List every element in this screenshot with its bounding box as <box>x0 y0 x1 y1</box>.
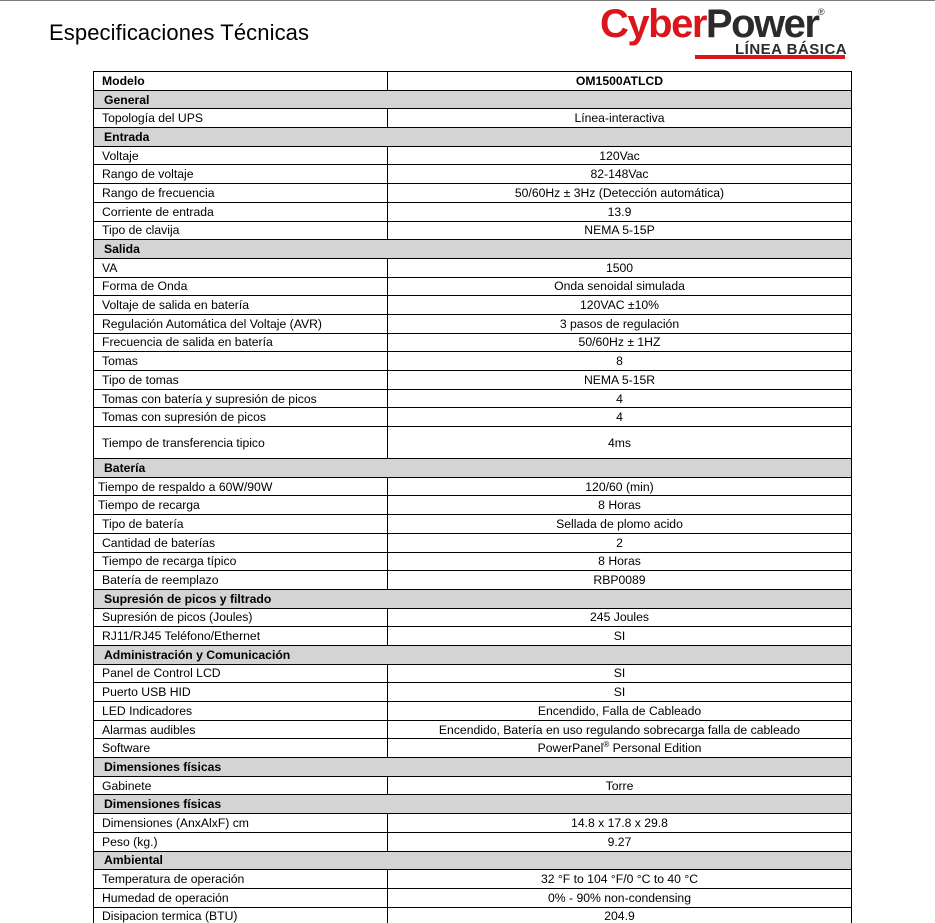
spec-value: 3 pasos de regulación <box>388 314 852 333</box>
section-title: Batería <box>94 459 852 478</box>
table-row <box>94 907 852 923</box>
logo-brand-power: Power <box>705 2 819 46</box>
spec-label: Forma de Onda <box>94 277 388 296</box>
table-row <box>94 720 852 739</box>
spec-label: Frecuencia de salida en batería <box>94 333 388 352</box>
spec-value: 13.9 <box>388 202 852 221</box>
spec-value: 4 <box>388 408 852 427</box>
section-header-bateria <box>94 459 852 478</box>
spec-label: Software <box>94 739 388 758</box>
spec-label: VA <box>94 258 388 277</box>
spec-label: RJ11/RJ45 Teléfono/Ethernet <box>94 627 388 646</box>
header-label: Modelo <box>94 72 388 91</box>
section-title: Supresión de picos y filtrado <box>94 589 852 608</box>
spec-value: 82-148Vac <box>388 165 852 184</box>
spec-label: Tomas con supresión de picos <box>94 408 388 427</box>
spec-value: 50/60Hz ± 3Hz (Detección automática) <box>388 184 852 203</box>
table-row <box>94 870 852 889</box>
spec-label: Tiempo de respaldo a 60W/90W <box>94 477 388 496</box>
spec-label: Tipo de batería <box>94 515 388 534</box>
spec-label: Gabinete <box>94 776 388 795</box>
spec-value: 4 <box>388 389 852 408</box>
spec-value: 9.27 <box>388 832 852 851</box>
spec-label: Rango de voltaje <box>94 165 388 184</box>
table-row <box>94 277 852 296</box>
section-title: General <box>94 90 852 109</box>
spec-label: Tipo de clavija <box>94 221 388 240</box>
table-row <box>94 333 852 352</box>
table-row <box>94 664 852 683</box>
spec-value: 204.9 <box>388 907 852 923</box>
spec-label: Dimensiones (AnxAlxF) cm <box>94 814 388 833</box>
spec-value: 120Vac <box>388 146 852 165</box>
spec-value: 8 Horas <box>388 496 852 515</box>
logo-brand-cyber: Cyber <box>600 2 706 46</box>
spec-label: Tomas <box>94 352 388 371</box>
table-row <box>94 165 852 184</box>
spec-label: LED Indicadores <box>94 702 388 721</box>
table-row <box>94 571 852 590</box>
section-title: Ambiental <box>94 851 852 870</box>
spec-label: Voltaje de salida en batería <box>94 296 388 315</box>
spec-value: 2 <box>388 533 852 552</box>
table-row <box>94 814 852 833</box>
table-row <box>94 408 852 427</box>
spec-value: Línea-interactiva <box>388 109 852 128</box>
table-row <box>94 702 852 721</box>
header-model: OM1500ATLCD <box>388 72 852 91</box>
table-row <box>94 371 852 390</box>
table-row <box>94 427 852 459</box>
logo-brand <box>600 2 818 46</box>
spec-label: Corriente de entrada <box>94 202 388 221</box>
spec-label: Peso (kg.) <box>94 832 388 851</box>
specifications-table <box>93 71 852 923</box>
section-header-dimensiones <box>94 758 852 777</box>
spec-label: Rango de frecuencia <box>94 184 388 203</box>
spec-label: Tomas con batería y supresión de picos <box>94 389 388 408</box>
table-row <box>94 258 852 277</box>
spec-label: Cantidad de baterías <box>94 533 388 552</box>
table-row <box>94 832 852 851</box>
spec-value <box>388 739 852 758</box>
table-row <box>94 739 852 758</box>
table-row <box>94 776 852 795</box>
table-row <box>94 109 852 128</box>
logo-registered-mark: ® <box>818 7 825 17</box>
spec-value: 8 <box>388 352 852 371</box>
spec-label: Tiempo de recarga <box>94 496 388 515</box>
spec-value: Encendido, Falla de Cableado <box>388 702 852 721</box>
spec-value: RBP0089 <box>388 571 852 590</box>
table-row <box>94 352 852 371</box>
spec-value: SI <box>388 683 852 702</box>
spec-value: 0% - 90% non-condensing <box>388 888 852 907</box>
table-row <box>94 552 852 571</box>
spec-value: NEMA 5-15R <box>388 371 852 390</box>
spec-value: 32 °F to 104 °F/0 °C to 40 °C <box>388 870 852 889</box>
section-title: Dimensiones físicas <box>94 758 852 777</box>
table-row <box>94 477 852 496</box>
table-row <box>94 683 852 702</box>
section-header-dimensiones-2 <box>94 795 852 814</box>
table-row <box>94 608 852 627</box>
spec-value: NEMA 5-15P <box>388 221 852 240</box>
spec-label: Supresión de picos (Joules) <box>94 608 388 627</box>
spec-value: Onda senoidal simulada <box>388 277 852 296</box>
spec-label: Tiempo de transferencia tipico <box>94 427 388 459</box>
spec-label: Panel de Control LCD <box>94 664 388 683</box>
table-row <box>94 146 852 165</box>
spec-label: Regulación Automática del Voltaje (AVR) <box>94 314 388 333</box>
spec-value: SI <box>388 627 852 646</box>
spec-value: Torre <box>388 776 852 795</box>
spec-value: 245 Joules <box>388 608 852 627</box>
top-border-line <box>0 0 935 1</box>
spec-value: SI <box>388 664 852 683</box>
spec-value: 1500 <box>388 258 852 277</box>
spec-value: 8 Horas <box>388 552 852 571</box>
section-title: Dimensiones físicas <box>94 795 852 814</box>
section-header-administracion <box>94 645 852 664</box>
table-header-row <box>94 72 852 91</box>
section-title: Salida <box>94 240 852 259</box>
section-header-salida <box>94 240 852 259</box>
software-name: PowerPanel <box>537 741 604 756</box>
table-row <box>94 515 852 534</box>
table-row <box>94 202 852 221</box>
spec-value: Sellada de plomo acido <box>388 515 852 534</box>
spec-label: Alarmas audibles <box>94 720 388 739</box>
spec-value: 120VAC ±10% <box>388 296 852 315</box>
table-row <box>94 221 852 240</box>
spec-label: Temperatura de operación <box>94 870 388 889</box>
page-title: Especificaciones Técnicas <box>49 20 310 45</box>
section-title: Entrada <box>94 128 852 147</box>
section-header-entrada <box>94 128 852 147</box>
table-row <box>94 184 852 203</box>
spec-label: Humedad de operación <box>94 888 388 907</box>
spec-label: Voltaje <box>94 146 388 165</box>
section-header-ambiental <box>94 851 852 870</box>
spec-value: 4ms <box>388 427 852 459</box>
table-row <box>94 627 852 646</box>
registered-mark: ® <box>603 740 610 750</box>
spec-value: 120/60 (min) <box>388 477 852 496</box>
table-row <box>94 314 852 333</box>
spec-value: 14.8 x 17.8 x 29.8 <box>388 814 852 833</box>
spec-label: Batería de reemplazo <box>94 571 388 590</box>
logo-subline: LÍNEA BÁSICA <box>735 41 848 58</box>
cyberpower-logo <box>600 3 850 59</box>
table-row <box>94 496 852 515</box>
table-row <box>94 888 852 907</box>
table-row <box>94 389 852 408</box>
spec-label: Topología del UPS <box>94 109 388 128</box>
spec-value: 50/60Hz ± 1HZ <box>388 333 852 352</box>
spec-label: Disipacion termica (BTU) <box>94 907 388 923</box>
spec-label: Puerto USB HID <box>94 683 388 702</box>
software-edition: Personal Edition <box>609 741 702 756</box>
spec-label: Tipo de tomas <box>94 371 388 390</box>
section-title: Administración y Comunicación <box>94 645 852 664</box>
section-header-supresion <box>94 589 852 608</box>
table-row <box>94 533 852 552</box>
spec-label: Tiempo de recarga típico <box>94 552 388 571</box>
spec-value: Encendido, Batería en uso regulando sobrecarga falla de cableado <box>388 720 852 739</box>
section-header-general <box>94 90 852 109</box>
table-row <box>94 296 852 315</box>
